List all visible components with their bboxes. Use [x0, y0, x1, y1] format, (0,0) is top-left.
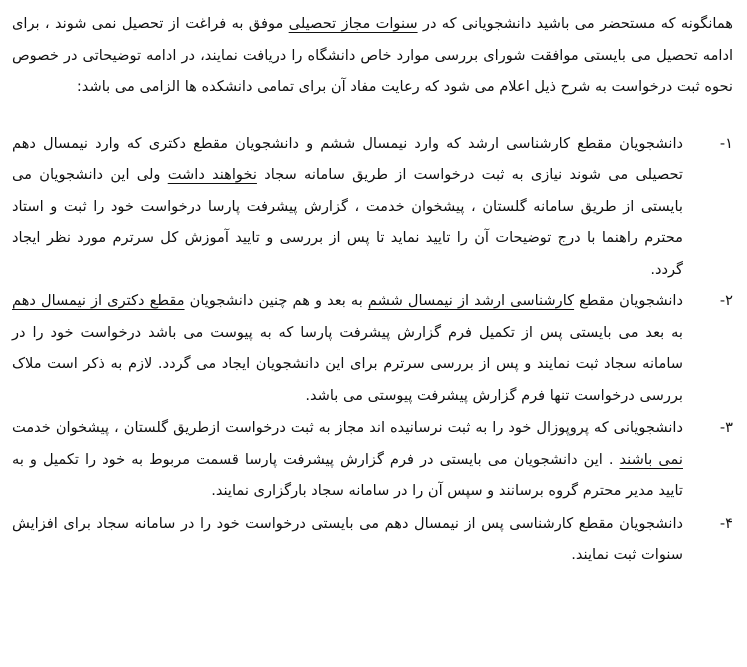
rules-list [12, 128, 733, 571]
item-text: ولی این دانشجویان می بایستی از طریق سامانه گلستان ، پیشخوان خدمت ، گزارش پیشرفت پارسا درخواست خود را ثبت و استاد محترم راهنما با درج توضیحات آن را تایید نماید تا پس از بررسی و تایید آموزش کل سرترم مورد نظر ایجاد گردد. [12, 166, 683, 278]
item-text: دانشجویان مقطع کارشناسی ارشد که وارد نیمسال ششم و دانشجویان مقطع دکتری که وارد نیمسال دهم تحصیلی می شوند نیازی به ثبت درخواست از طریق سامانه سجاد [12, 134, 683, 183]
underlined-phrase: نمی باشند [619, 450, 683, 468]
underlined-phrase: مقطع دکتری از نیمسال دهم [12, 292, 185, 309]
underlined-phrase: سنوات مجاز تحصیلی [288, 15, 418, 32]
item-number: ۳- [719, 419, 733, 436]
rule-item-2 [12, 285, 733, 411]
intro-text: موفق به فراغت از تحصیل نمی شوند ، برای ادامه تحصیل می بایستی موافقت شورای بررسی موارد خاص دانشگاه را دریافت نمایند، در ادامه توضیحاتی در خصوص نحوه ثبت درخواست به شرح ذیل اعلام می شود که رعایت مفاد آن برای تمامی دانشکده ها الزامی می باشد: [12, 15, 733, 95]
rule-item-3 [12, 412, 733, 507]
intro-text: همانگونه که مستحضر می باشید دانشجویانی که در [417, 15, 733, 32]
item-number: ۱- [719, 134, 733, 152]
underlined-phrase: کارشناسی ارشد از نیمسال ششم [367, 292, 575, 309]
rule-item-4 [12, 508, 733, 571]
item-text: به بعد و هم چنین دانشجویان [184, 292, 368, 309]
item-text: به بعد می بایستی پس از تکمیل فرم گزارش پیشرفت پارسا که به پیوست می باشد درخواست خود را در سامانه سجاد ثبت نمایند و پس از بررسی سرترم برای این دانشجویان ایجاد می گردد. لازم به ذکر است ملاک بررسی درخواست تنها فرم گزارش پیشرفت پیوستی می باشد. [12, 323, 683, 404]
rule-item-1 [12, 128, 733, 286]
item-number: ۴- [719, 514, 733, 532]
item-text: . این دانشجویان می بایستی در فرم گزارش پیشرفت پارسا قسمت مربوط به خود را تکمیل و به تایید مدیر محترم گروه برسانند و سپس آن را در سامانه سجاد بارگزاری نمایند. [12, 450, 683, 499]
item-text: دانشجویان مقطع کارشناسی پس از نیمسال دهم می بایستی درخواست خود را در سامانه سجاد برای افزایش سنوات ثبت نمایند. [12, 514, 683, 563]
intro-paragraph [12, 0, 733, 103]
item-text: دانشجویانی که پروپوزال خود را به ثبت نرسانیده اند مجاز به ثبت درخواست ازطریق گلستان ، پیشخوان خدمت [12, 419, 683, 436]
underlined-phrase: نخواهند داشت [167, 166, 257, 183]
item-text: دانشجویان مقطع [574, 292, 683, 309]
item-number: ۲- [719, 292, 733, 309]
